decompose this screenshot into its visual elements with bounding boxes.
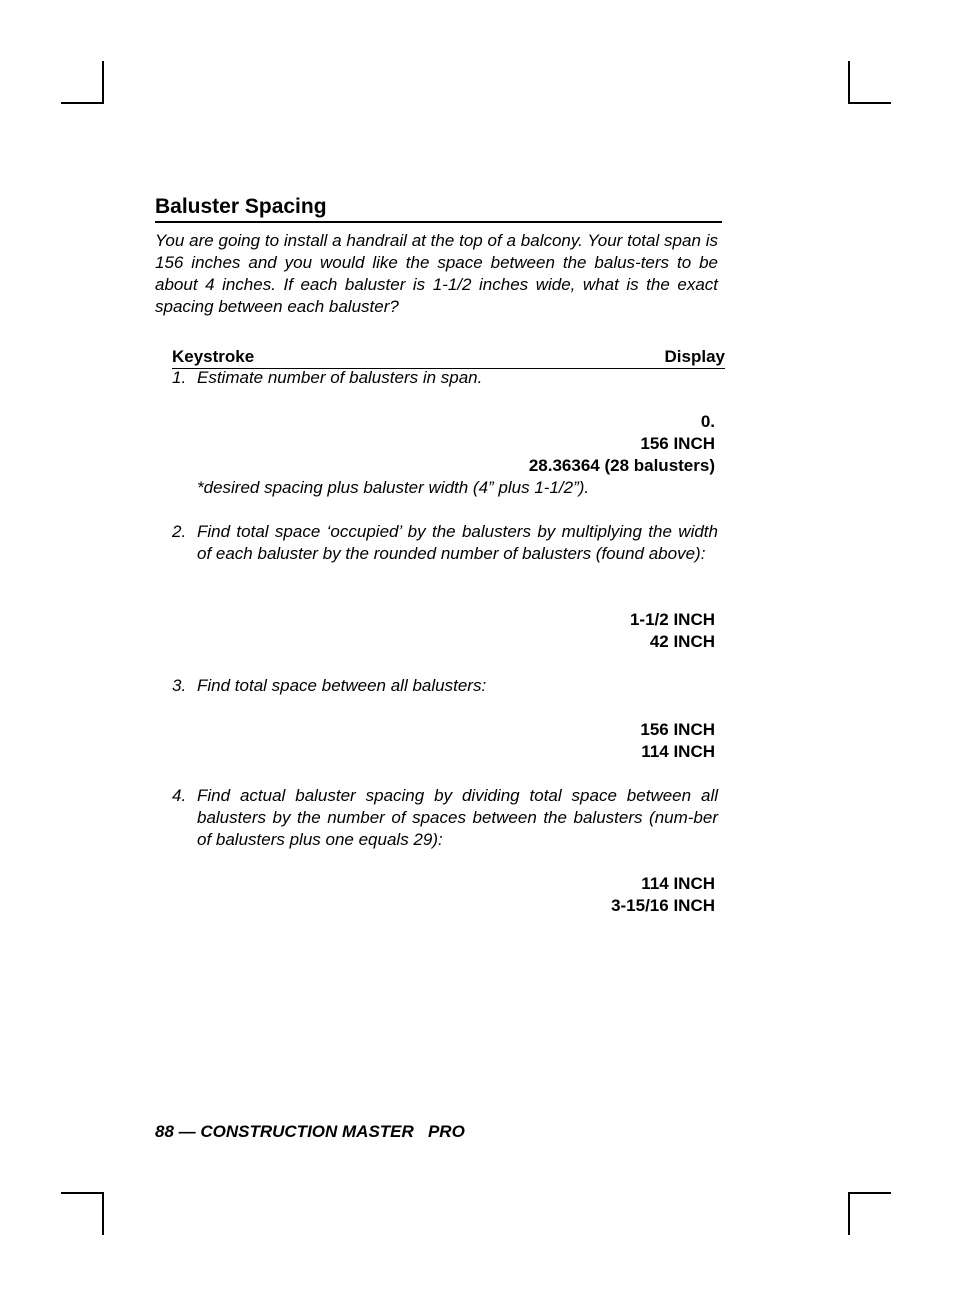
crop-mark-top-right-h <box>848 102 891 104</box>
display-value: 114 INCH <box>641 874 715 893</box>
display-value: 28.36364 (28 balusters) <box>528 456 715 475</box>
crop-mark-bottom-right-h <box>848 1192 891 1194</box>
crop-mark-bottom-right-v <box>848 1192 850 1235</box>
step-2-display <box>630 609 715 653</box>
step-number: 1. <box>172 368 187 387</box>
display-value: 1-1/2 INCH <box>629 610 715 629</box>
step-3 <box>172 675 718 697</box>
step-1-note: *desired spacing plus baluster width (4” plus 1-1/2”). <box>197 478 590 497</box>
step-text: Estimate number of balusters in span. <box>197 368 483 387</box>
title-rule <box>155 221 722 223</box>
step-1 <box>172 367 718 389</box>
display-value: 0. <box>700 412 715 431</box>
step-number: 2. <box>172 522 187 541</box>
step-4 <box>172 785 718 851</box>
step-text: Find total space ‘occupied’ by the balusters by multiplying the width of each baluster by the rounded number of balusters (found above): <box>197 522 718 563</box>
display-value: 156 INCH <box>640 434 715 453</box>
section-title: Baluster Spacing <box>155 195 327 218</box>
display-value: 42 INCH <box>649 632 715 651</box>
intro-paragraph: You are going to install a handrail at the top of a balcony. Your total span is 156 inches and you would like the space between the balus-ters to be about 4 inches. If each baluster is 1-1/2 inches wide, what is the exact spacing between each baluster? <box>155 231 718 316</box>
step-1-display <box>529 411 715 477</box>
step-3-display <box>640 719 715 763</box>
page-footer: 88 — CONSTRUCTION MASTER PRO <box>155 1122 465 1141</box>
step-number: 3. <box>172 676 187 695</box>
crop-mark-bottom-left-h <box>61 1192 104 1194</box>
step-text: Find total space between all balusters: <box>197 676 487 695</box>
crop-mark-bottom-left-v <box>102 1192 104 1235</box>
table-header <box>172 346 725 369</box>
step-2 <box>172 521 718 565</box>
display-header: Display <box>664 347 725 366</box>
keystroke-header: Keystroke <box>172 347 255 366</box>
display-value: 3-15/16 INCH <box>611 896 715 915</box>
step-text: Find actual baluster spacing by dividing total space between all balusters by the number of spaces between the balusters (num-ber of balusters plus one equals 29): <box>197 786 718 849</box>
display-value: 114 INCH <box>641 742 715 761</box>
step-4-display <box>611 873 715 917</box>
display-value: 156 INCH <box>640 720 715 739</box>
crop-mark-top-left-h <box>61 102 104 104</box>
crop-mark-top-left-v <box>102 61 104 104</box>
crop-mark-top-right-v <box>848 61 850 104</box>
step-number: 4. <box>172 786 187 805</box>
